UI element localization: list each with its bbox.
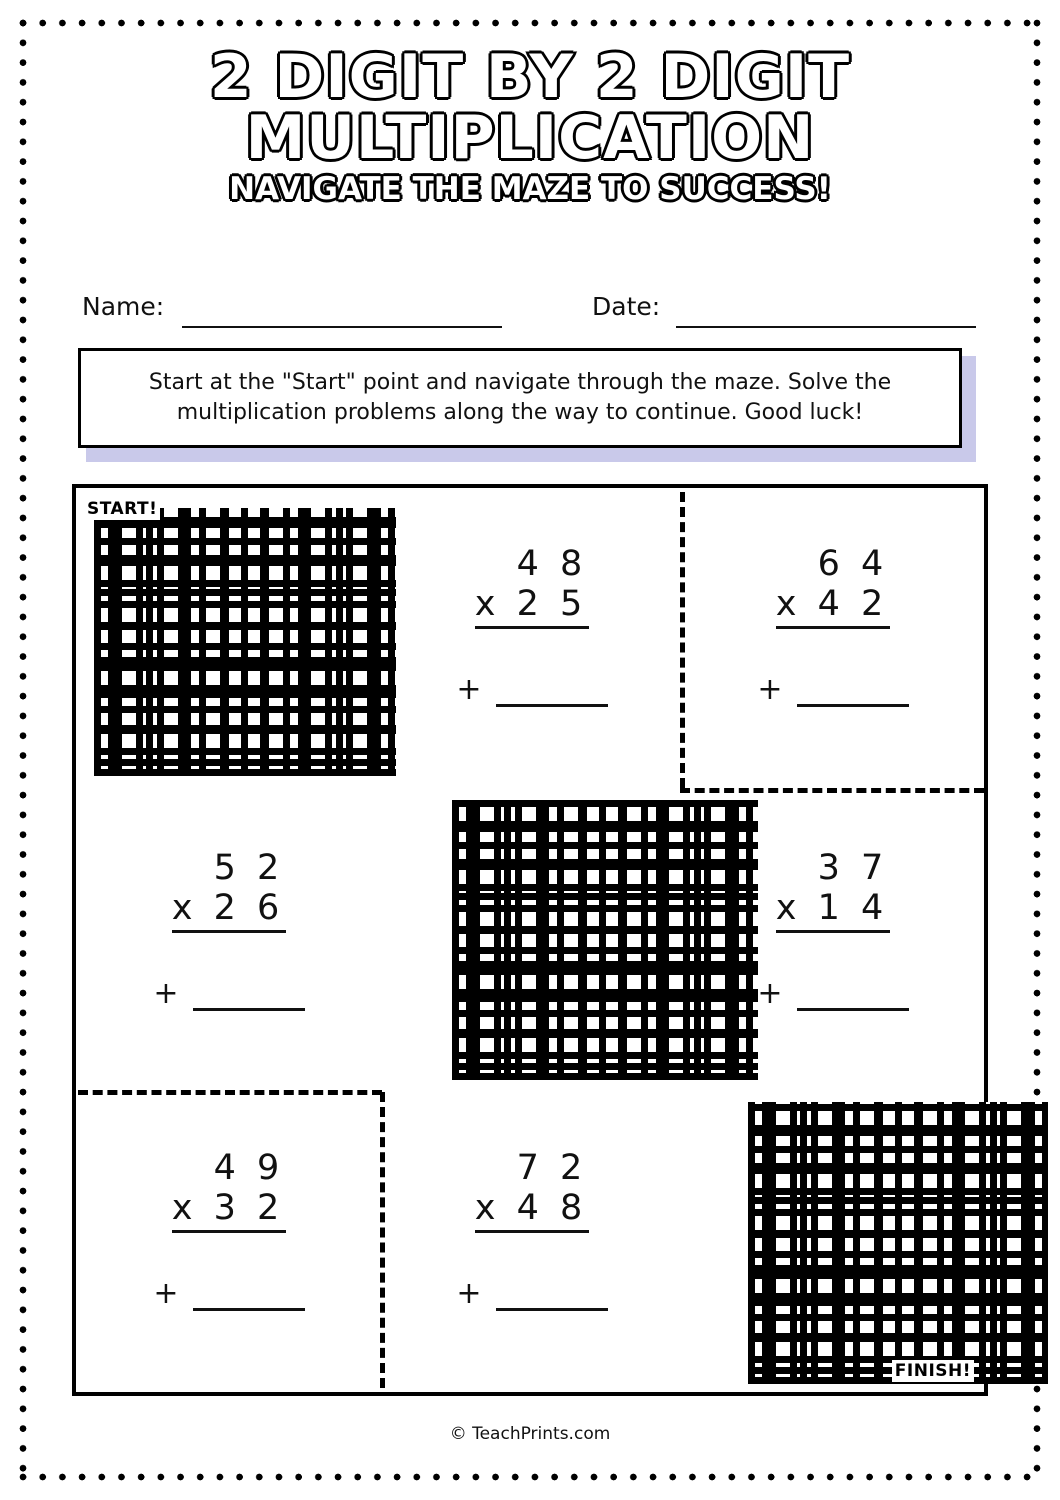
problem-1-answer-row [456,672,607,707]
problem-3-multiplicand: 5 2 [213,848,285,888]
border-dots-top [18,18,1042,28]
instruction-box [78,348,962,448]
dashed-path-segment [680,492,685,788]
problem-2-multiplicand: 6 4 [817,544,889,584]
problem-2-answer-blank[interactable] [797,678,909,707]
maze-cell-start [76,488,382,792]
problem-1-stack [475,544,590,629]
dashed-path-segment [78,1090,382,1095]
problem-2-answer-row [757,672,908,707]
problem-6-multiplier: x 4 8 [475,1188,590,1233]
problem-4-answer-row [757,976,908,1011]
page-title [60,42,1000,207]
problem-2-multiplier: x 4 2 [776,584,891,629]
date-input-line[interactable] [676,326,976,328]
problem-1-answer-blank[interactable] [496,678,608,707]
dashed-path-segment [380,1092,385,1388]
problem-6-multiplicand: 7 2 [516,1148,588,1188]
title-line-1: 2 DIGIT BY 2 DIGIT [209,42,851,112]
date-label: Date: [592,292,661,321]
problem-1-plus-sign: + [456,672,482,707]
footer-credit: © TeachPrints.com [449,1424,611,1444]
problem-4-plus-sign: + [757,976,783,1011]
name-input-line[interactable] [182,326,502,328]
name-date-row [78,288,978,332]
problem-6 [382,1092,682,1392]
problem-3-plus-sign: + [153,976,179,1011]
border-dots-left [18,18,28,1482]
title-subtitle: NAVIGATE THE MAZE TO SUCCESS! [229,170,831,207]
border-dots-bottom [18,1472,1042,1482]
problem-6-answer-blank[interactable] [496,1282,608,1311]
problem-1-multiplicand: 4 8 [516,544,588,584]
problem-cell-3 [76,792,382,1092]
problem-3-answer-blank[interactable] [193,982,305,1011]
problem-cell-5 [76,1092,382,1392]
problem-5-stack [172,1148,287,1233]
problem-4-answer-blank[interactable] [797,982,909,1011]
problem-4-multiplier: x 1 4 [776,888,891,933]
problem-5-multiplier: x 3 2 [172,1188,287,1233]
maze-cell-middle [382,792,682,1092]
problem-6-answer-row [456,1276,607,1311]
maze-pattern-icon [748,1102,1048,1384]
name-label: Name: [82,292,165,321]
problem-6-plus-sign: + [456,1276,482,1311]
problem-1 [382,488,682,792]
problem-3-stack [172,848,287,933]
problem-4 [682,792,984,1092]
problem-cell-1 [382,488,682,792]
problem-5-plus-sign: + [153,1276,179,1311]
problem-5-answer-blank[interactable] [193,1282,305,1311]
problem-6-stack [475,1148,590,1233]
dashed-path-segment [680,788,984,793]
instruction-text: Start at the "Start" point and navigate through the maze. Solve the multiplication problems along the way to continue. Good luck! [148,370,892,425]
maze-cell-finish [682,1092,984,1392]
problem-5-multiplicand: 4 9 [213,1148,285,1188]
maze-grid [72,484,988,1396]
start-label: START! [84,498,160,520]
finish-label: FINISH! [892,1360,974,1382]
title-line-2: MULTIPLICATION [245,102,815,173]
problem-cell-6 [382,1092,682,1392]
problem-3-answer-row [153,976,304,1011]
problem-cell-4 [682,792,984,1092]
problem-cell-2 [682,488,984,792]
problem-5 [76,1092,382,1392]
problem-3-multiplier: x 2 6 [172,888,287,933]
problem-4-multiplicand: 3 7 [817,848,889,888]
problem-3 [76,792,382,1092]
maze-pattern-icon [94,508,396,776]
problem-4-stack [776,848,891,933]
problem-2-stack [776,544,891,629]
problem-2 [682,488,984,792]
problem-5-answer-row [153,1276,304,1311]
problem-2-plus-sign: + [757,672,783,707]
problem-1-multiplier: x 2 5 [475,584,590,629]
